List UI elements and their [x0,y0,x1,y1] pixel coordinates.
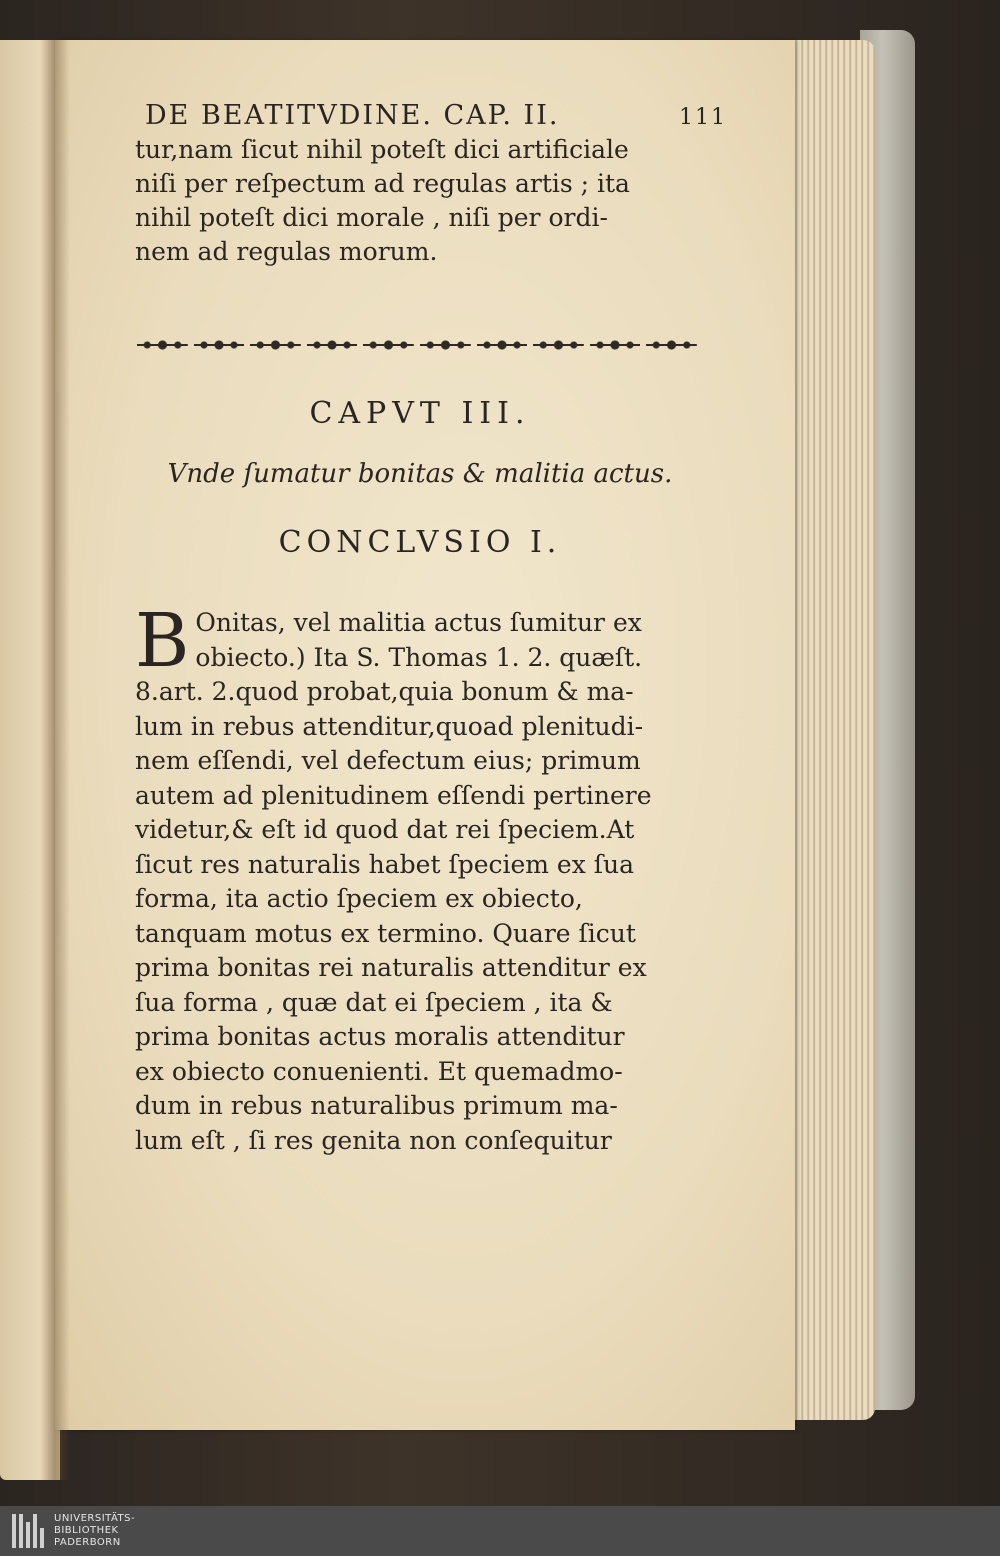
text-line: videtur,& eſt id quod dat rei ſpeciem.At [135,815,635,844]
running-head [145,100,735,131]
text-line: obiecto.) Ita S. Thomas 1. 2. quæſt. [195,642,643,672]
text-line: ſua forma , quæ dat ei ſpeciem , ita & [135,987,613,1017]
text-line: dum in rebus naturalibus primum ma- [135,1091,618,1120]
chapter-title: CAPVT III. [309,396,531,431]
chapter-subtitle: Vnde ſumatur bonitas & malitia actus. [167,459,673,489]
decorative-ornament-band [137,334,697,356]
page-gutter-shadow [40,40,70,1480]
text-line: 8.art. 2.quod probat,quia bonum & ma- [135,677,634,706]
ornament-icon [363,336,414,354]
ornament-icon [477,336,528,354]
ornament-icon [590,336,641,354]
book-page [55,40,795,1430]
text-line: tur,nam ſicut nihil poteſt dici artificiale [135,135,629,164]
text-line: Onitas, vel malitia actus ſumitur ex [195,608,642,637]
text-line: nihil poteſt dici morale , niſi per ordi- [135,203,608,232]
logo-line: BIBLIOTHEK [54,1525,119,1536]
ornament-icon [646,336,697,354]
text-line: lum in rebus attenditur,quoad plenitudi- [135,711,644,741]
body-paragraph [135,598,735,1158]
ornament-icon [250,336,301,354]
library-logo-text [54,1513,135,1549]
ornament-icon [533,336,584,354]
ornament-icon [194,336,245,354]
text-line: nem eſſendi, vel defectum eius; primum [135,746,641,775]
library-footer-bar [0,1506,1000,1556]
drop-cap: B [135,598,190,684]
text-line: forma, ita actio ſpeciem ex obiecto, [135,884,583,913]
logo-line: UNIVERSITÄTS- [54,1513,136,1524]
text-line: autem ad plenitudinem eſſendi pertinere [135,780,652,810]
text-line: ſicut res naturalis habet ſpeciem ex ſua [135,849,635,879]
running-head-title: DE BEATITVDINE. CAP. II. [145,100,560,131]
page-text-block [135,100,735,1158]
ornament-icon [420,336,471,354]
text-line: ex obiecto conuenienti. Et quemadmo- [135,1056,623,1086]
text-line: tanquam motus ex termino. Quare ſicut [135,918,636,948]
continuation-paragraph [135,133,735,269]
logo-line: PADERBORN [54,1537,121,1548]
library-logo-icon [12,1514,46,1548]
text-line: prima bonitas rei naturalis attenditur ex [135,953,647,982]
text-line: prima bonitas actus moralis attenditur [135,1022,625,1051]
page-number: 111 [679,105,727,130]
text-line: nem ad regulas morum. [135,237,438,266]
text-line: niſi per reſpectum ad regulas artis ; ita [135,169,630,198]
ornament-icon [137,336,188,354]
text-line: lum eſt , ſi res genita non conſequitur [135,1125,612,1155]
ornament-icon [307,336,358,354]
conclusio-heading: CONCLVSIO I. [278,525,562,560]
